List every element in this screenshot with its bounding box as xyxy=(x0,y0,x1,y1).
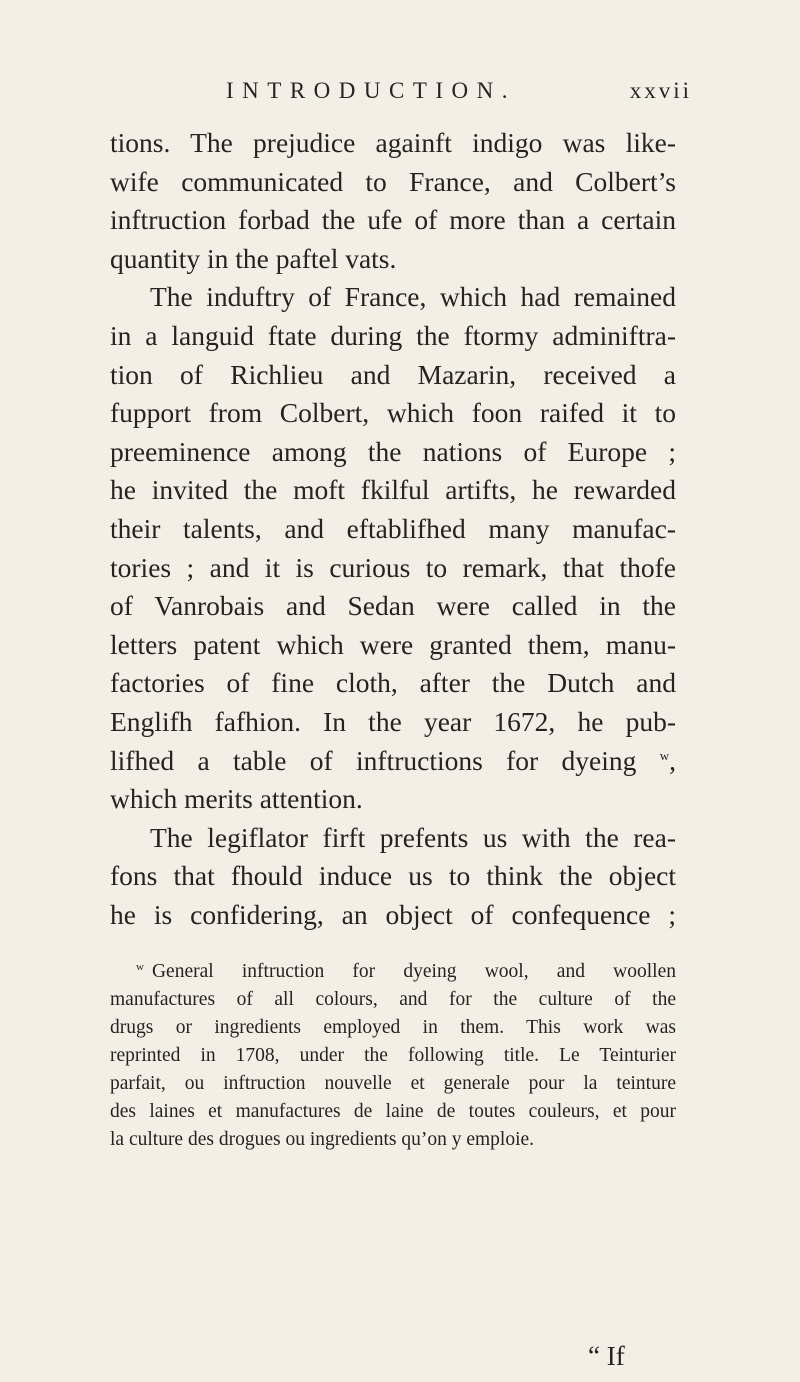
text-line: he invited the moft fkilful artifts, he rewarded xyxy=(110,474,676,506)
footnote-line: la culture des drogues ou ingredients qu’on y emploie. xyxy=(110,1129,535,1150)
text-line-content: lifhed a table of inftructions for dyeing xyxy=(110,744,637,776)
footnote-line-content: General inftruction for dyeing wool, and woollen xyxy=(151,961,676,982)
text-line: which merits attention. xyxy=(110,783,363,815)
text-line: Englifh fafhion. In the year 1672, he pub- xyxy=(110,705,676,737)
text-line: tion of Richlieu and Mazarin, received a xyxy=(110,358,676,390)
text-line: The legiflator firft prefents us with the rea- xyxy=(150,821,676,853)
text-line: their talents, and eftablifhed many manufac- xyxy=(110,512,676,544)
text-line-with-footnote: lifhed a table of inftructions for dyeing $^w$, xyxy=(110,744,677,776)
text-line: in a languid ftate during the ftormy adminiftra- xyxy=(110,319,676,351)
text-line: letters patent which were granted them, manu- xyxy=(110,628,676,660)
running-head xyxy=(226,78,692,118)
text-line: inftruction forbad the ufe of more than a certain xyxy=(110,204,676,236)
footnote-line: manufactures of all colours, and for the culture of the xyxy=(110,989,676,1010)
footnote-line: reprinted in 1708, under the following title. Le Teinturier xyxy=(110,1045,676,1066)
text-line: he is confidering, an object of confequence ; xyxy=(110,898,676,930)
text-line: preeminence among the nations of Europe ; xyxy=(110,435,676,467)
text-line: wife communicated to France, and Colbert’s xyxy=(110,165,676,197)
text-line: The induftry of France, which had remained xyxy=(150,281,676,313)
footnote-line: des laines et manufactures de laine de toutes couleurs, et pour xyxy=(110,1101,676,1122)
footnote-block xyxy=(110,958,676,1154)
body-text xyxy=(110,124,676,934)
footnote-line xyxy=(110,958,676,986)
running-title: INTRODUCTION. xyxy=(226,78,517,103)
page-number: xxvii xyxy=(629,78,692,103)
text-line: of Vanrobais and Sedan were called in the xyxy=(110,590,676,622)
text-line: tions. The prejudice againft indigo was like- xyxy=(110,127,676,158)
text-line: quantity in the paftel vats. xyxy=(110,242,397,274)
footnote-line: drugs or ingredients employed in them. This work was xyxy=(110,1017,676,1038)
text-line: fons that fhould induce us to think the object xyxy=(110,860,676,892)
catchword: “ If xyxy=(588,1341,625,1371)
text-line: fupport from Colbert, which foon raifed it to xyxy=(110,397,676,429)
text-line: tories ; and it is curious to remark, that thofe xyxy=(110,551,676,583)
text-line: factories of fine cloth, after the Dutch and xyxy=(110,667,676,699)
footnote-reference: w xyxy=(659,747,670,763)
footnote-line: parfait, ou inftruction nouvelle et generale pour la teinture xyxy=(110,1073,676,1094)
footnote-marker: w xyxy=(136,960,144,973)
